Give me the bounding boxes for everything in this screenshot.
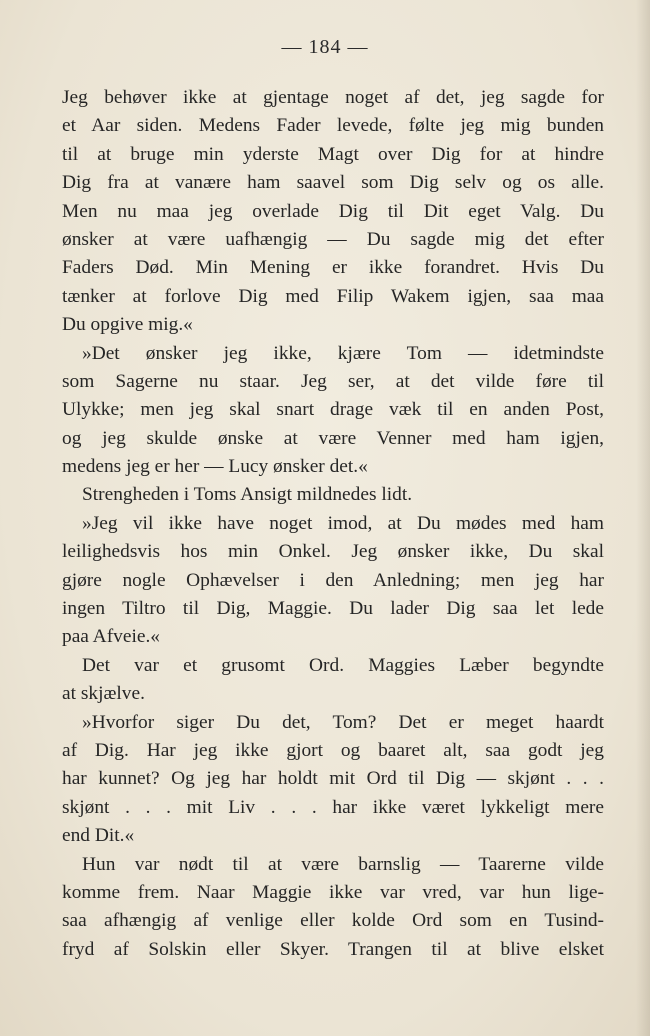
text-line: Ulykke; men jeg skal snart drage væk til en anden Post, bbox=[62, 399, 604, 421]
text-line: Hun var nødt til at være barnslig — Taarerne vilde bbox=[82, 853, 604, 875]
text-line: ønsker at være uafhængig — Du sagde mig det efter bbox=[62, 228, 604, 250]
text-line: tænker at forlove Dig med Filip Wakem igjen, saa maa bbox=[62, 285, 604, 307]
text-line: et Aar siden. Medens Fader levede, følte jeg mig bunden bbox=[62, 115, 604, 137]
text-line: Det var et grusomt Ord. Maggies Læber begyndte bbox=[82, 654, 604, 676]
text-line: Men nu maa jeg overlade Dig til Dit eget Valg. Du bbox=[62, 200, 604, 222]
page-number: — 184 — bbox=[281, 36, 369, 58]
text-line: Du opgive mig.« bbox=[62, 314, 193, 336]
text-line: fryd af Solskin eller Skyer. Trangen til at blive elsket bbox=[62, 938, 604, 960]
text-line: har kunnet? Og jeg har holdt mit Ord til Dig — skjønt . . . bbox=[62, 768, 604, 790]
text-line: komme frem. Naar Maggie ikke var vred, var hun lige- bbox=[62, 881, 604, 903]
body-text bbox=[62, 84, 604, 964]
text-line: leilighedsvis hos min Onkel. Jeg ønsker ikke, Du skal bbox=[62, 541, 604, 563]
text-line: Strengheden i Toms Ansigt mildnedes lidt. bbox=[82, 484, 413, 506]
text-line: Faders Død. Min Mening er ikke forandret. Hvis Du bbox=[62, 257, 604, 279]
text-line: »Det ønsker jeg ikke, kjære Tom — idetmindste bbox=[82, 342, 604, 364]
text-line: »Hvorfor siger Du det, Tom? Det er meget haardt bbox=[82, 711, 604, 733]
text-line: af Dig. Har jeg ikke gjort og baaret alt, saa godt jeg bbox=[62, 739, 604, 761]
text-line: paa Afveie.« bbox=[62, 626, 160, 648]
text-line: saa afhængig af venlige eller kolde Ord som en Tusind- bbox=[62, 910, 604, 932]
text-line: skjønt . . . mit Liv . . . har ikke været lykkeligt mere bbox=[62, 796, 604, 818]
text-line: at skjælve. bbox=[62, 683, 145, 705]
text-line: ingen Tiltro til Dig, Maggie. Du lader Dig saa let lede bbox=[62, 598, 604, 620]
text-line: gjøre nogle Ophævelser i den Anledning; men jeg har bbox=[62, 569, 604, 591]
text-line: »Jeg vil ikke have noget imod, at Du mødes med ham bbox=[82, 512, 604, 534]
text-line: end Dit.« bbox=[62, 825, 135, 847]
text-line: som Sagerne nu staar. Jeg ser, at det vilde føre til bbox=[62, 370, 604, 392]
page-edge-shadow bbox=[636, 0, 650, 1036]
text-line: og jeg skulde ønske at være Venner med ham igjen, bbox=[62, 427, 604, 449]
text-line: til at bruge min yderste Magt over Dig for at hindre bbox=[62, 143, 604, 165]
text-line: Jeg behøver ikke at gjentage noget af det, jeg sagde for bbox=[62, 87, 604, 108]
text-line: Dig fra at vanære ham saavel som Dig selv og os alle. bbox=[62, 172, 604, 194]
text-line: medens jeg er her — Lucy ønsker det.« bbox=[62, 456, 368, 478]
